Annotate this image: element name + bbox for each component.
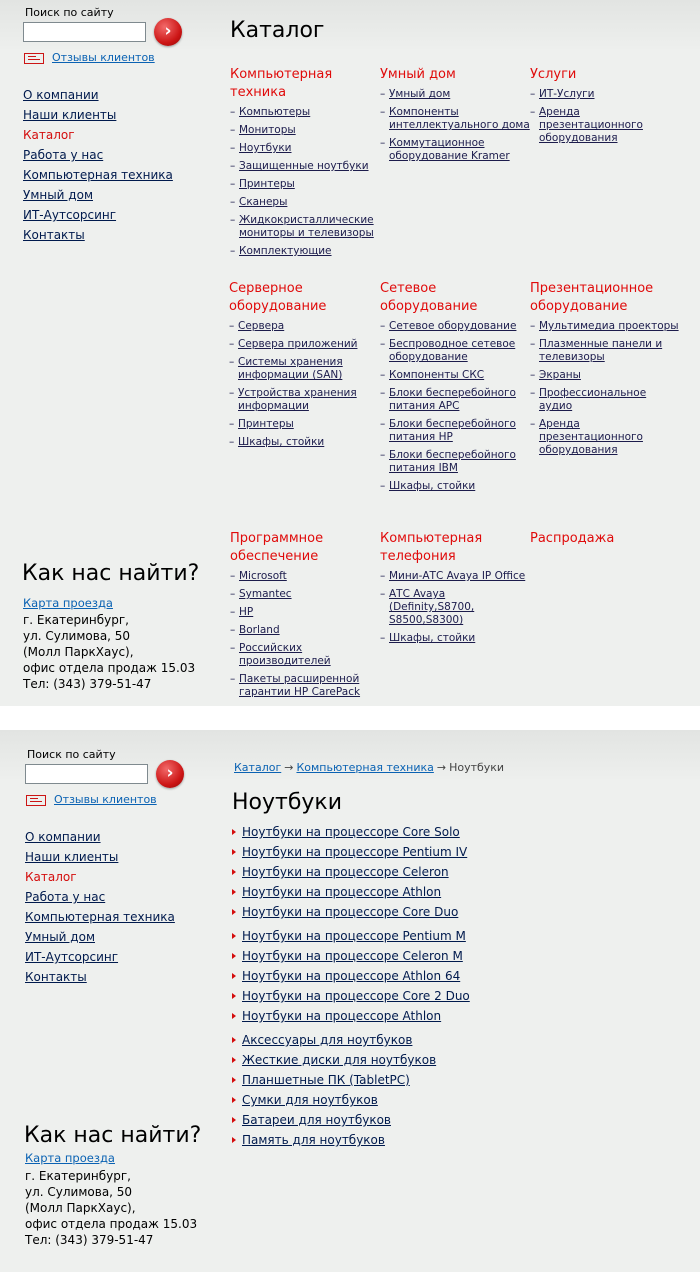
nav-item-careers[interactable]: Работа у нас (23, 148, 104, 162)
map-link[interactable]: Карта проезда (25, 1151, 115, 1165)
address-line: (Молл ПаркХаус), (23, 645, 134, 659)
main-nav (23, 85, 173, 245)
catalog-item: – Беспроводное сетевое оборудование (380, 338, 530, 364)
nav-item-smart-home[interactable]: Умный дом (25, 930, 95, 944)
nav-item-catalog[interactable]: Каталог (25, 870, 77, 884)
map-link[interactable]: Карта проезда (23, 596, 113, 610)
nav-item-clients[interactable]: Наши клиенты (25, 850, 119, 864)
find-us-title: Как нас найти? (22, 561, 200, 586)
catalog-item: – Сервера приложений (229, 338, 379, 351)
catalog-item: – Коммутационное оборудование Kramer (380, 137, 530, 163)
breadcrumb (234, 761, 504, 774)
list-item: Память для ноутбуков (232, 1130, 436, 1150)
catalog-item: – Шкафы, стойки (380, 632, 530, 645)
catalog-item: – Мониторы (230, 124, 380, 137)
catalog-item: – Borland (230, 624, 380, 637)
catalog-section (230, 66, 380, 263)
list-item: Сумки для ноутбуков (232, 1090, 436, 1110)
nav-item-catalog[interactable]: Каталог (23, 128, 75, 142)
section-title[interactable]: Серверное оборудование (229, 281, 327, 314)
nav-item-computers[interactable]: Компьютерная техника (23, 168, 173, 182)
nav-item-computers[interactable]: Компьютерная техника (25, 910, 175, 924)
list-item: Ноутбуки на процессоре Core Solo (232, 822, 467, 842)
accessory-list (232, 1030, 436, 1150)
breadcrumb-current: Ноутбуки (449, 761, 505, 774)
list-item: Ноутбуки на процессоре Athlon (232, 882, 467, 902)
section-title[interactable]: Компьютерная техника (230, 67, 333, 100)
reviews-icon (26, 795, 46, 806)
reviews-icon (24, 53, 44, 64)
catalog-item: – Комплектующие (230, 245, 380, 258)
nav-item-about[interactable]: О компании (23, 88, 99, 102)
catalog-item: – Российских производителей (230, 642, 380, 668)
catalog-item: – Сетевое оборудование (380, 320, 530, 333)
search-label: Поиск по сайту (25, 6, 114, 19)
address-line: ул. Сулимова, 50 (25, 1185, 133, 1199)
catalog-item: – Аренда презентационного оборудования (530, 418, 680, 457)
search-label: Поиск по сайту (27, 748, 116, 761)
address-line: ул. Сулимова, 50 (23, 629, 131, 643)
nav-item-about[interactable]: О компании (25, 830, 101, 844)
catalog-item: – Пакеты расширенной гарантии HP CarePack (230, 673, 380, 699)
address-line: офис отдела продаж 15.03 (25, 1217, 198, 1231)
catalog-item: – Ноутбуки (230, 142, 380, 155)
address-line: (Молл ПаркХаус), (25, 1201, 136, 1215)
nav-item-it-outsourcing[interactable]: ИТ-Аутсорсинг (23, 208, 117, 222)
catalog-item: – Компоненты интеллектуального дома (380, 106, 530, 132)
catalog-item: – Шкафы, стойки (229, 436, 379, 449)
notebooks-page-panel (0, 730, 700, 1272)
catalog-item: – Сервера (229, 320, 379, 333)
catalog-item: – Устройства хранения информации (229, 387, 379, 413)
catalog-item: – Профессиональное аудио (530, 387, 680, 413)
address-block (25, 1168, 197, 1248)
address-line: г. Екатеринбург, (25, 1169, 131, 1183)
list-item: Ноутбуки на процессоре Pentium IV (232, 842, 467, 862)
page-title: Каталог (230, 18, 325, 43)
catalog-item: – Компоненты СКС (380, 369, 530, 382)
address-line: офис отдела продаж 15.03 (23, 661, 196, 675)
catalog-section (380, 66, 530, 168)
phone-line: Тел: (343) 379-51-47 (23, 677, 152, 691)
section-title[interactable]: Распродажа (530, 531, 615, 546)
reviews-link[interactable]: Отзывы клиентов (52, 51, 155, 64)
phone-line: Тел: (343) 379-51-47 (25, 1233, 154, 1247)
catalog-item: – Умный дом (380, 88, 530, 101)
arrow-right-icon: › (164, 21, 172, 41)
arrow-right-icon: → (284, 761, 294, 774)
catalog-item: – Блоки бесперебойного питания APC (380, 387, 530, 413)
arrow-right-icon: › (166, 763, 174, 783)
list-item: Ноутбуки на процессоре Pentium M (232, 926, 470, 946)
catalog-item: – Сканеры (230, 196, 380, 209)
catalog-item: – Мини-АТС Avaya IP Office (380, 570, 530, 583)
address-line: г. Екатеринбург, (23, 613, 129, 627)
catalog-item: – Принтеры (230, 178, 380, 191)
nav-item-it-outsourcing[interactable]: ИТ-Аутсорсинг (25, 950, 119, 964)
address-block (23, 612, 195, 692)
list-item: Ноутбуки на процессоре Athlon (232, 1006, 470, 1026)
catalog-item: – Symantec (230, 588, 380, 601)
breadcrumb-link[interactable]: Компьютерная техника (296, 761, 434, 774)
section-title[interactable]: Программное обеспечение (230, 531, 324, 564)
catalog-item: – Блоки бесперебойного питания IBM (380, 449, 530, 475)
list-item: Аксессуары для ноутбуков (232, 1030, 436, 1050)
catalog-item: – Мультимедиа проекторы (530, 320, 680, 333)
catalog-item: – Шкафы, стойки (380, 480, 530, 493)
nav-item-contacts[interactable]: Контакты (23, 228, 85, 242)
notebook-list (232, 926, 470, 1026)
catalog-item: – HP (230, 606, 380, 619)
catalog-item: – Системы хранения информации (SAN) (229, 356, 379, 382)
catalog-item: – Защищенные ноутбуки (230, 160, 380, 173)
list-item: Ноутбуки на процессоре Celeron (232, 862, 467, 882)
catalog-section (530, 280, 680, 462)
catalog-item: – Жидкокристаллические мониторы и телевизоры (230, 214, 380, 240)
list-item: Ноутбуки на процессоре Core Duo (232, 902, 467, 922)
catalog-section (380, 530, 530, 650)
search-input[interactable] (25, 764, 148, 784)
catalog-section (530, 530, 680, 548)
list-item: Ноутбуки на процессоре Core 2 Duo (232, 986, 470, 1006)
catalog-section (230, 530, 380, 704)
search-button[interactable] (154, 18, 182, 46)
section-title[interactable]: Услуги (530, 67, 577, 82)
list-item: Планшетные ПК (TabletPC) (232, 1070, 436, 1090)
nav-item-smart-home[interactable]: Умный дом (23, 188, 93, 202)
list-item: Ноутбуки на процессоре Celeron M (232, 946, 470, 966)
nav-item-careers[interactable]: Работа у нас (25, 890, 106, 904)
search-button[interactable] (156, 760, 184, 788)
catalog-item: – АТС Avaya (Definity,S8700, S8500,S8300) (380, 588, 530, 627)
catalog-section (229, 280, 379, 454)
catalog-item: – Аренда презентационного оборудования (530, 106, 680, 145)
nav-item-contacts[interactable]: Контакты (25, 970, 87, 984)
find-us-title: Как нас найти? (24, 1123, 202, 1148)
list-item: Батареи для ноутбуков (232, 1110, 436, 1130)
main-nav (25, 827, 175, 987)
page-title: Ноутбуки (232, 790, 343, 815)
reviews-link[interactable]: Отзывы клиентов (54, 793, 157, 806)
section-title[interactable]: Сетевое оборудование (380, 281, 478, 314)
list-item: Ноутбуки на процессоре Athlon 64 (232, 966, 470, 986)
arrow-right-icon: → (436, 761, 447, 774)
catalog-item: – Блоки бесперебойного питания HP (380, 418, 530, 444)
search-input[interactable] (23, 22, 146, 42)
list-item: Жесткие диски для ноутбуков (232, 1050, 436, 1070)
catalog-item: – Плазменные панели и телевизоры (530, 338, 680, 364)
section-title[interactable]: Презентационное оборудование (530, 281, 654, 314)
section-title[interactable]: Умный дом (380, 67, 456, 82)
catalog-section (530, 66, 680, 150)
catalog-item: – Принтеры (229, 418, 379, 431)
catalog-section (380, 280, 530, 498)
section-title[interactable]: Компьютерная телефония (380, 531, 483, 564)
breadcrumb-link[interactable]: Каталог (234, 761, 282, 774)
catalog-item: – Экраны (530, 369, 680, 382)
notebook-list (232, 822, 467, 922)
catalog-item: – ИТ-Услуги (530, 88, 680, 101)
nav-item-clients[interactable]: Наши клиенты (23, 108, 117, 122)
catalog-item: – Microsoft (230, 570, 380, 583)
catalog-item: – Компьютеры (230, 106, 380, 119)
